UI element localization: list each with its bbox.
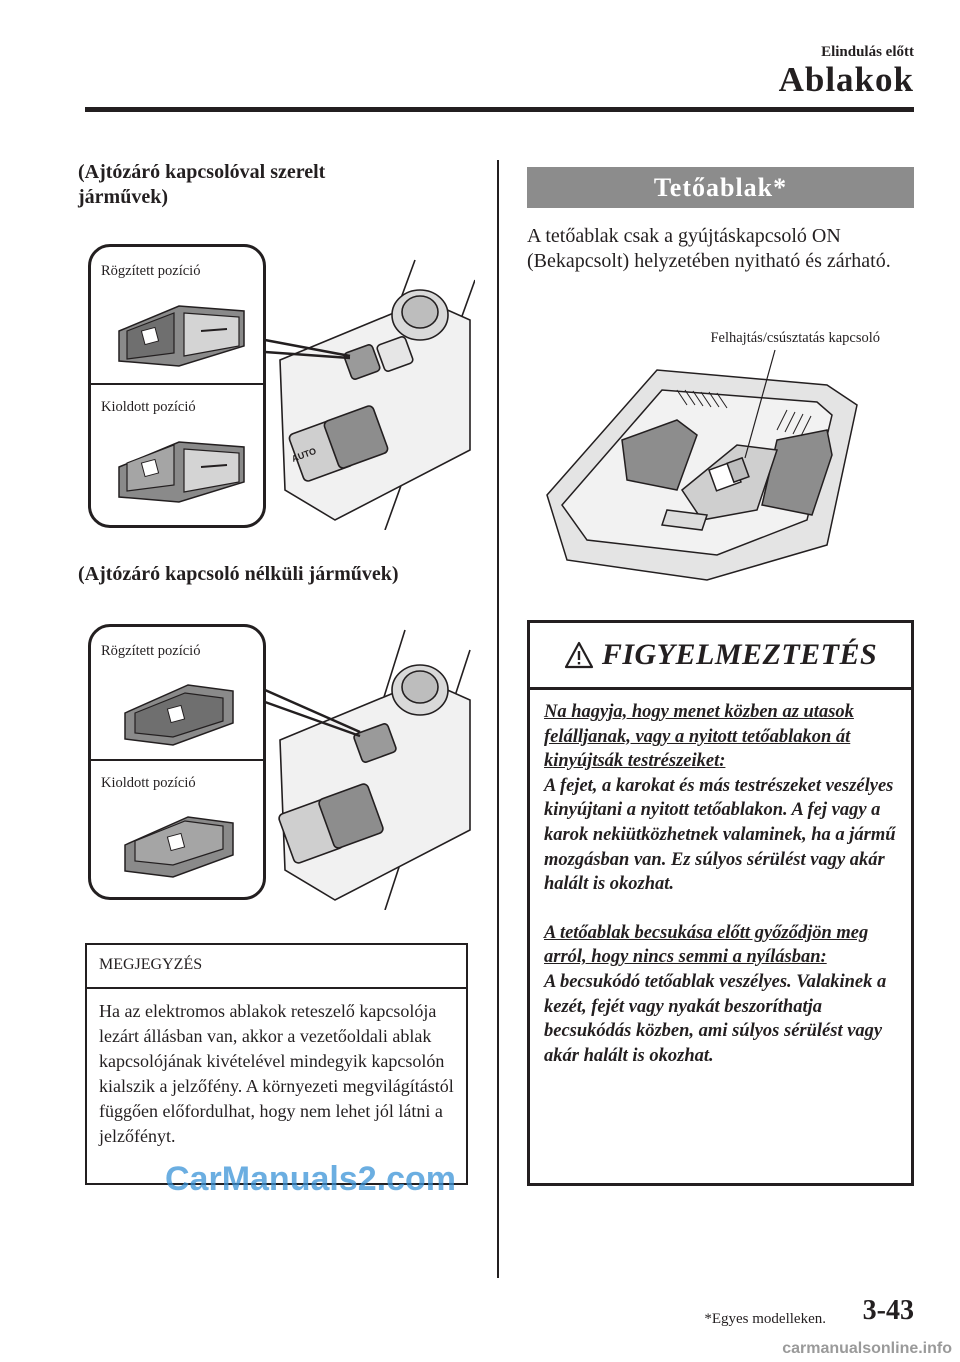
callout-lock-positions-2 xyxy=(88,624,266,900)
tilt-slide-switch-label: Felhajtás/csúsztatás kapcsoló xyxy=(710,330,880,346)
heading-without-lock-switch: (Ajtózáró kapcsoló nélküli járművek) xyxy=(78,563,399,585)
lock-switch-fixed-icon xyxy=(109,291,249,371)
warning-title: FIGYELMEZTETÉS xyxy=(601,638,878,671)
warning-triangle-icon xyxy=(564,640,594,670)
warning-p2-text: A becsukódó tetőablak veszélyes. Valakinek a kezét, fejét vagy nyakát beszoríthatja becsukódás közben, ami súlyos sérülést vagy akár halált is okozhat. xyxy=(544,971,887,1066)
warning-header xyxy=(530,623,911,690)
warning-p2-heading: A tetőablak becsukása előtt győződjön meg arról, hogy nincs semmi a nyílásban: xyxy=(544,922,869,968)
figure-sunroof-switch xyxy=(527,330,914,590)
warning-p1-text: A fejet, a karokat és más testrészeket veszélyes kinyújtani a nyitott tetőablakon. A fej vagy a karok nekiütközhetnek valaminek, ha a jármű mozgásban van. Ez súlyos sérülést vagy akár halált is okozhat. xyxy=(544,775,896,895)
released-position-label-2: Kioldott pozíció xyxy=(101,775,196,791)
callout-lock-positions xyxy=(88,244,266,528)
warning-p1-heading: Na hagyja, hogy menet közben az utasok felálljanak, vagy a nyitott tetőablakon át kinyújtsák testrészeiket: xyxy=(544,702,854,772)
note-title: MEGJEGYZÉS xyxy=(87,945,466,989)
released-position-label: Kioldott pozíció xyxy=(101,399,196,415)
lock-switch-released-icon-2 xyxy=(113,805,243,879)
watermark-corner: carmanualsonline.info xyxy=(782,1340,952,1357)
warning-body xyxy=(530,690,911,1078)
callout-divider-2 xyxy=(91,759,263,761)
lock-switch-fixed-icon-2 xyxy=(113,673,243,747)
section-title-bar: Tetőablak* xyxy=(527,167,914,208)
auto-label: AUTO xyxy=(290,445,318,464)
column-divider xyxy=(497,160,499,1278)
footnote: *Egyes modelleken. xyxy=(704,1311,826,1327)
page-number: 3-43 xyxy=(862,1295,914,1326)
watermark-logo: CarManuals2.com xyxy=(165,1160,456,1198)
figure-window-switch-without-lock xyxy=(85,620,475,910)
overhead-console-illustration xyxy=(527,330,914,590)
figure-window-switch-with-lock xyxy=(85,240,475,530)
callout-divider xyxy=(91,383,263,385)
lock-switch-released-icon xyxy=(109,427,249,507)
header-rule xyxy=(85,107,914,112)
note-body: Ha az elektromos ablakok reteszelő kapcsolója lezárt állásban van, akkor a vezetőoldali ablak kapcsolójának kivételével mindegyik kapcsolón kialszik a jelzőfény. A környezeti megvilágítástól függően előfordulhat, hogy nem lehet jól látni a jelzőfényt. xyxy=(99,1001,454,1146)
fixed-position-label-2: Rögzített pozíció xyxy=(101,643,201,659)
page-title: Ablakok xyxy=(778,60,914,99)
sunroof-paragraph: A tetőablak csak a gyújtáskapcsoló ON (Bekapcsolt) helyzetében nyitható és zárható. xyxy=(527,225,891,272)
header-section: Elindulás előtt xyxy=(821,44,914,60)
note-box xyxy=(85,943,468,1185)
fixed-position-label: Rögzített pozíció xyxy=(101,263,201,279)
heading-with-lock-switch: (Ajtózáró kapcsolóval szerelt járművek) xyxy=(78,161,326,208)
warning-box xyxy=(527,620,914,1186)
